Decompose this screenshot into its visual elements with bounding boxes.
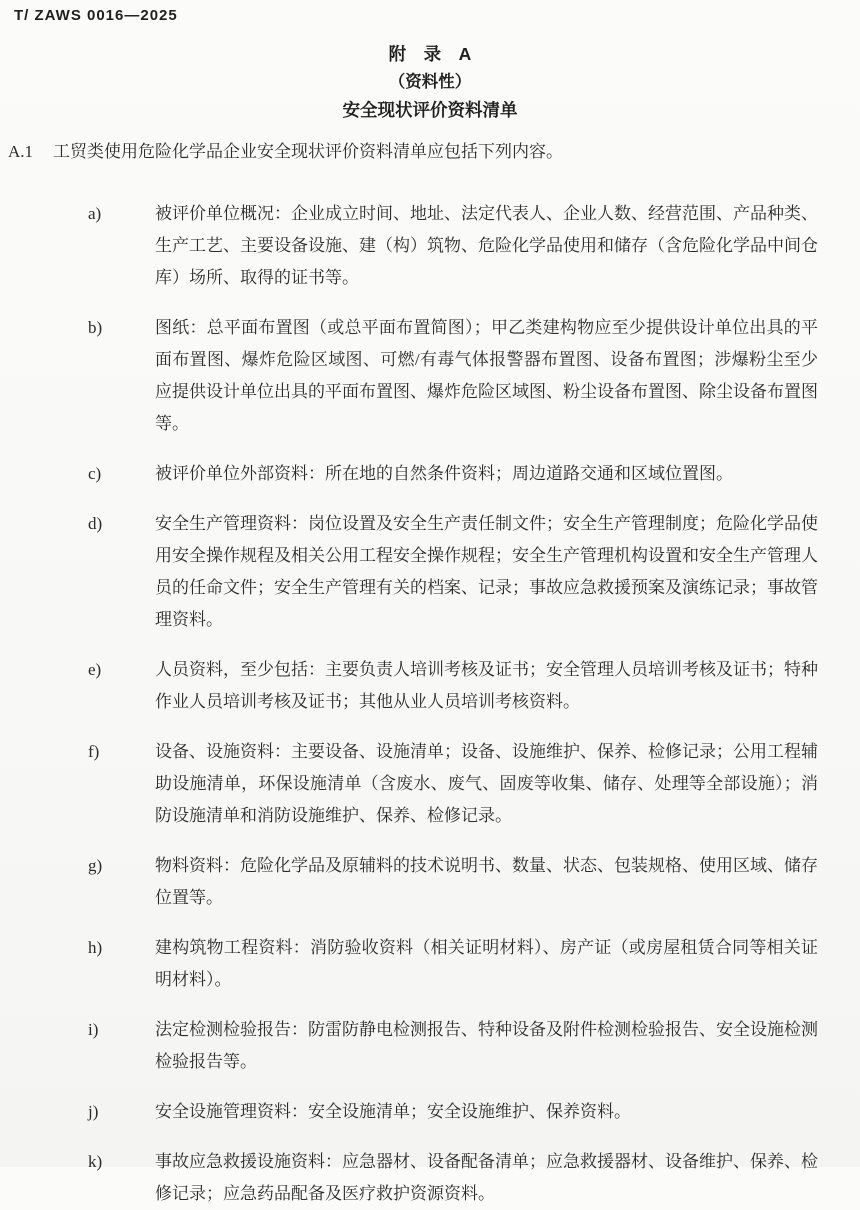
list-item-text: 物料资料：危险化学品及原辅料的技术说明书、数量、状态、包装规格、使用区域、储存位置等。 [155,856,818,907]
list-item-label: j) [88,1102,99,1121]
list-item [88,508,818,636]
list-item-label: b) [88,318,103,337]
appendix-title: 安全现状评价资料清单 [342,100,518,120]
list-item [88,932,818,996]
list-item [88,736,818,832]
list-item-text: 设备、设施资料：主要设备、设施清单；设备、设施维护、保养、检修记录；公用工程辅助设施清单，环保设施清单（含废水、废气、固废等收集、储存、处理等全部设施）；消防设施清单和消防设施维护、保养、检修记录。 [155,742,818,825]
list-item-label: c) [88,464,102,483]
list-item-text: 事故应急救援设施资料：应急器材、设备配备清单；应急救援器材、设备维护、保养、检修记录；应急药品配备及医疗救护资源资料。 [155,1152,818,1203]
appendix-type-note: （资料性） [388,73,472,91]
list-item [88,654,818,718]
material-list [0,198,860,1210]
clause-a1 [0,136,860,168]
list-item-label: e) [88,660,102,679]
appendix-label: 附 录 A [388,44,472,64]
clause-number: A.1 [8,142,34,161]
list-item-text: 法定检测检验报告：防雷防静电检测报告、特种设备及附件检测检验报告、安全设施检测检验报告等。 [155,1020,818,1071]
list-item-label: a) [88,204,102,223]
list-item-text: 被评价单位概况：企业成立时间、地址、法定代表人、企业人数、经营范围、产品种类、生产工艺、主要设备设施、建（构）筑物、危险化学品使用和储存（含危险化学品中间仓库）场所、取得的证书等。 [155,204,818,287]
list-item [88,198,818,294]
list-item-label: f) [88,742,100,761]
list-item [88,312,818,440]
list-item [88,1146,818,1210]
list-item [88,458,818,490]
list-item-text: 安全设施管理资料：安全设施清单；安全设施维护、保养资料。 [155,1102,631,1121]
list-item-label: g) [88,856,103,875]
list-item-text: 被评价单位外部资料：所在地的自然条件资料；周边道路交通和区域位置图。 [155,464,733,483]
list-item-label: k) [88,1152,103,1171]
list-item-text: 建构筑物工程资料：消防验收资料（相关证明材料）、房产证（或房屋租赁合同等相关证明材料）。 [155,938,818,989]
standard-number: T/ ZAWS 0016—2025 [14,7,178,24]
list-item-text: 图纸：总平面布置图（或总平面布置简图）；甲乙类建构物应至少提供设计单位出具的平面布置图、爆炸危险区域图、可燃/有毒气体报警器布置图、设备布置图；涉爆粉尘至少应提供设计单位出具的平面布置图、爆炸危险区域图、粉尘设备布置图、除尘设备布置图等。 [155,318,818,433]
list-item-text: 安全生产管理资料：岗位设置及安全生产责任制文件；安全生产管理制度；危险化学品使用安全操作规程及相关公用工程安全操作规程；安全生产管理机构设置和安全生产管理人员的任命文件；安全生产管理有关的档案、记录；事故应急救援预案及演练记录；事故管理资料。 [155,514,818,629]
list-item [88,850,818,914]
list-item-label: i) [88,1020,99,1039]
list-item-label: d) [88,514,103,533]
list-item-label: h) [88,938,103,957]
list-item [88,1014,818,1078]
clause-text: 工贸类使用危险化学品企业安全现状评价资料清单应包括下列内容。 [53,142,563,161]
list-item-text: 人员资料，至少包括：主要负责人培训考核及证书；安全管理人员培训考核及证书；特种作业人员培训考核及证书；其他从业人员培训考核资料。 [155,660,818,711]
list-item [88,1096,818,1128]
